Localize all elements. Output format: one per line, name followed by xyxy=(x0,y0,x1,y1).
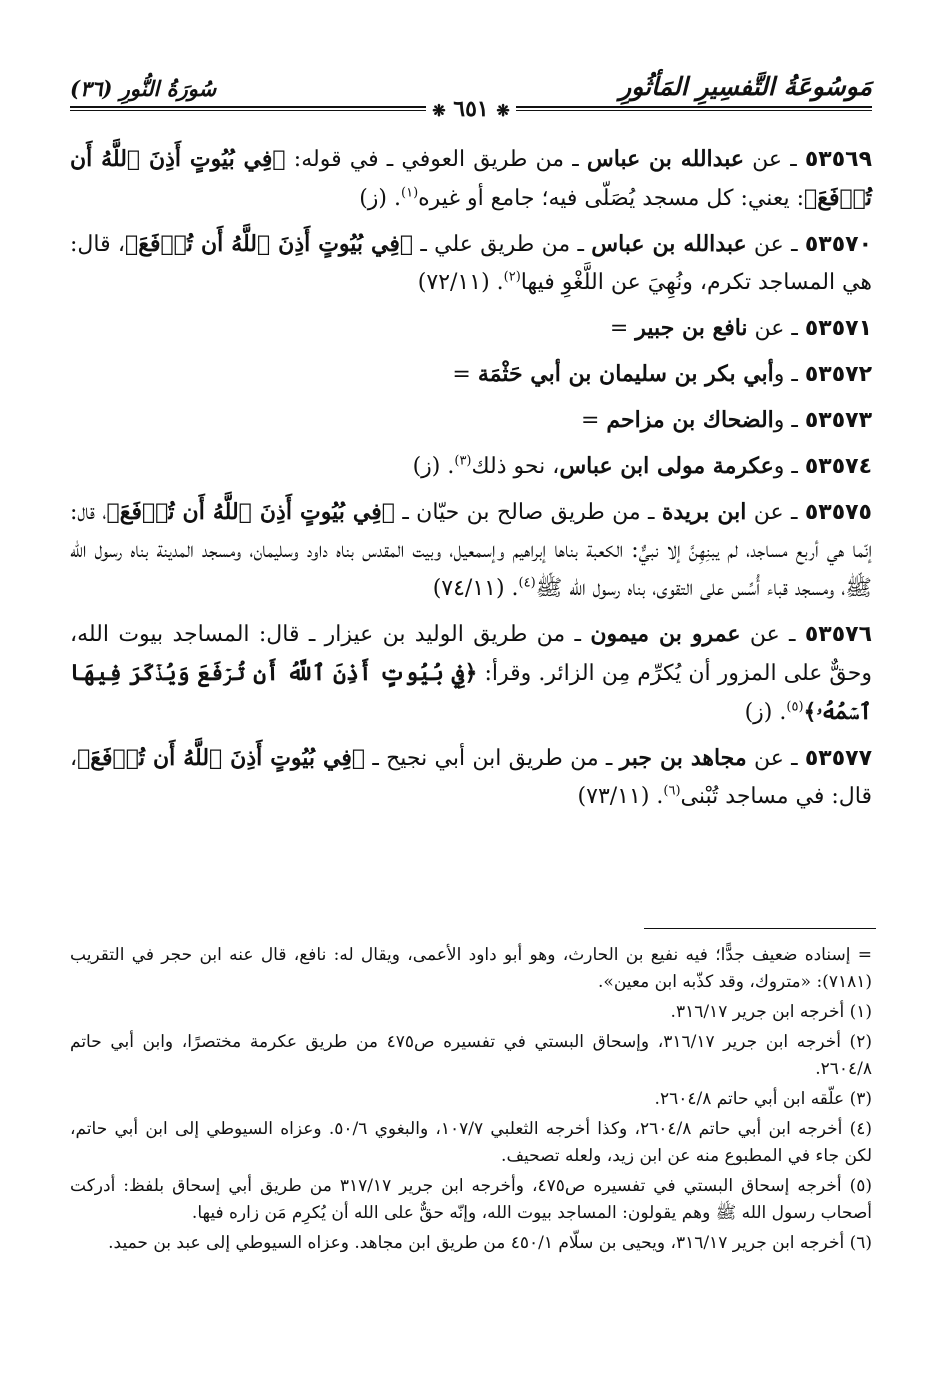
footnote-ref: (٥) xyxy=(786,699,804,715)
entry-text: ، قال: في مساجد تُبْنى xyxy=(70,746,872,809)
surah-title: سُورَةُ النُّورِ (٣٦) xyxy=(70,76,217,101)
entry-text: ، نحو ذلك xyxy=(471,454,560,479)
footnote: (٦) أخرجه ابن جرير ٣١٦/١٧، ويحيى بن سلّام ٤٥٠/١ من طريق ابن مجاهد. وعزاه السيوطي إلى عبد بن حميد. xyxy=(108,1233,872,1253)
footnotes xyxy=(70,942,872,1260)
entry-text: ـ و xyxy=(773,362,798,387)
entry-text: ، قال: إنّما هي أربع مساجد، لم يبنِهِنَّ إلا نبيٌّ: الكعبة بناها إبراهيم وإسمعيل، وبيت المقدس بناه داود وسليمان، ومسجد المدينة بناه رسول الله ﷺ، ومسجد قباء أُسِّس على التقوى، بناه رسول الله ﷺ xyxy=(70,500,872,601)
entry-number: ٥٣٥٧٥ xyxy=(804,500,872,525)
entry-text: ـ عن xyxy=(746,746,798,771)
footnote: = إسناده ضعيف جدًّا؛ فيه نفيع بن الحارث، وهو أبو داود الأعمى، ويقال له: نافع، قال عنه ابن حجر في التقريب (٧١٨١): «متروك، وقد كذّبه ابن معين». xyxy=(70,945,872,992)
quran-quote: ﴿فِي بُيُوتٍ أَذِنَ ٱللَّهُ أَن تُرۡفَعَ﴾ xyxy=(77,745,366,771)
entry-text: ـ من طريق ابن أبي نجيح ـ xyxy=(365,746,620,771)
entry-text: ـ عن xyxy=(746,500,798,525)
narration-entry xyxy=(70,309,872,348)
narrator-name: نافع بن جبير xyxy=(635,315,748,341)
narration-entry xyxy=(70,739,872,816)
footnote: (٥) أخرجه إسحاق البستي في تفسيره ص٤٧٥، وأخرجه ابن جرير ٣١٧/١٧ من طريق أبي إسحاق بلفظ: أدركت أصحاب رسول الله ﷺ وهم يقولون: المساجد بيوت الله، وإنّه حقٌّ على الله أن يُكرِم مَن زاره فيها. xyxy=(70,1176,872,1223)
page-header xyxy=(70,72,872,122)
entry-text: ـ عن xyxy=(746,232,798,257)
entry-text: ـ عن xyxy=(740,622,796,647)
entry-text: . (٧٤/١١) xyxy=(432,576,519,601)
entry-number: ٥٣٥٧٠ xyxy=(804,232,872,257)
entry-text: . (ز) xyxy=(412,454,455,479)
ornament-left-icon: ❋ xyxy=(432,101,446,120)
narrator-name: أبي بكر بن سليمان بن أبي حَثْمَة xyxy=(477,361,774,387)
entry-text: = xyxy=(609,316,636,341)
entry-number: ٥٣٥٧١ xyxy=(804,316,872,341)
narration-entry xyxy=(70,493,872,608)
footnote: (٢) أخرجه ابن جرير ٣١٦/١٧، وإسحاق البستي في تفسيره ص٤٧٥ من طريق عكرمة مختصرًا، وابن أبي حاتم ٢٦٠٤/٨. xyxy=(70,1032,872,1079)
quran-quote: ﴿فِي بُيُوتٍ أَذِنَ ٱللَّهُ أَن تُرۡفَعَ وَيُذۡكَرَ فِيهَا ٱسۡمُهُۥ﴾ xyxy=(70,660,872,725)
quran-quote: ﴿فِي بُيُوتٍ أَذِنَ ٱللَّهُ أَن تُرۡفَعَ﴾ xyxy=(106,499,395,525)
narration-entry xyxy=(70,140,872,218)
footnote: (٣) علّقه ابن أبي حاتم ٢٦٠٤/٨. xyxy=(654,1089,872,1109)
narrator-name: الضحاك بن مزاحم xyxy=(606,407,774,433)
entry-text: . (٧٣/١١) xyxy=(577,784,664,809)
narrator-name: عكرمة مولى ابن عباس xyxy=(559,453,774,479)
narration-entry xyxy=(70,225,872,302)
entry-text: : يعني: كل مسجد يُصَلّى فيه؛ جامع أو غيره xyxy=(418,186,805,211)
narration-entry xyxy=(70,355,872,394)
footnote-ref: (٤) xyxy=(518,575,536,591)
footnote-ref: (١) xyxy=(401,185,419,201)
narrator-name: عمرو بن ميمون xyxy=(590,621,741,647)
entry-text: ـ من طريق العوفي ـ في قوله: xyxy=(285,147,587,172)
entry-text: ، قال: هي المساجد تكرم، ونُهِيَ عن اللَّغْوِ فيها xyxy=(70,232,872,295)
entry-text: ـ من طريق علي ـ xyxy=(413,232,592,257)
entry-number: ٥٣٥٧٧ xyxy=(804,746,872,771)
ornament-right-icon: ❋ xyxy=(496,101,510,120)
entry-text: ـ من طريق صالح بن حيّان ـ xyxy=(394,500,662,525)
narration-entry xyxy=(70,447,872,486)
entry-text: . (ز) xyxy=(359,186,401,211)
entry-text: = xyxy=(452,362,478,387)
narrator-name: مجاهد بن جبر xyxy=(619,745,747,771)
quran-quote: ﴿فِي بُيُوتٍ أَذِنَ ٱللَّهُ أَن تُرۡفَعَ﴾ xyxy=(125,231,414,257)
entry-text: ـ و xyxy=(773,408,798,433)
entry-text: ـ عن xyxy=(743,147,797,172)
entry-text: . (ز) xyxy=(744,700,787,725)
entry-text: ـ عن xyxy=(747,316,798,341)
footnote-ref: (٢) xyxy=(503,269,521,285)
narrator-name: عبدالله بن عباس xyxy=(591,231,747,257)
main-text xyxy=(70,140,872,823)
footnote: (٤) أخرجه ابن أبي حاتم ٢٦٠٤/٨، وكذا أخرجه الثعلبي ١٠٧/٧، والبغوي ٥٠/٦. وعزاه السيوطي إلى ابن أبي حاتم، لكن جاء في المطبوع منه عن ابن زيد، ولعله تصحيف. xyxy=(70,1119,873,1166)
entry-text: ـ من طريق الوليد بن عيزار ـ قال: المساجد بيوت الله، وحقٌّ على المزور أن يُكرِّم مِن الزائر. وقرأ: xyxy=(70,622,872,686)
entry-number: ٥٣٥٧٤ xyxy=(804,454,872,479)
entry-text: . (٧٢/١١) xyxy=(417,270,504,295)
footnote-ref: (٦) xyxy=(663,783,681,799)
page-number: ٦٥١ xyxy=(453,96,489,122)
entry-number: ٥٣٥٦٩ xyxy=(804,147,872,172)
entry-number: ٥٣٥٧٢ xyxy=(804,362,872,387)
entry-number: ٥٣٥٧٦ xyxy=(804,622,872,647)
footnote-ref: (٣) xyxy=(454,453,472,469)
narration-entry xyxy=(70,615,872,732)
entry-text: = xyxy=(580,408,607,433)
narrator-name: عبدالله بن عباس xyxy=(586,146,744,172)
narrator-name: ابن بريدة xyxy=(661,499,747,525)
entry-text: ـ و xyxy=(773,454,798,479)
footnote-separator xyxy=(644,928,876,929)
book-title: مَوسُوعَةُ التَّفسِيرِ المَأثُورِ xyxy=(619,72,872,101)
quran-quote: ﴿فِي بُيُوتٍ أَذِنَ ٱللَّهُ أَن تُرۡفَعَ﴾ xyxy=(70,146,872,211)
footnote: (١) أخرجه ابن جرير ٣١٦/١٧. xyxy=(670,1002,872,1022)
entry-number: ٥٣٥٧٣ xyxy=(804,408,872,433)
narration-entry xyxy=(70,401,872,440)
page-number-block xyxy=(426,96,516,122)
